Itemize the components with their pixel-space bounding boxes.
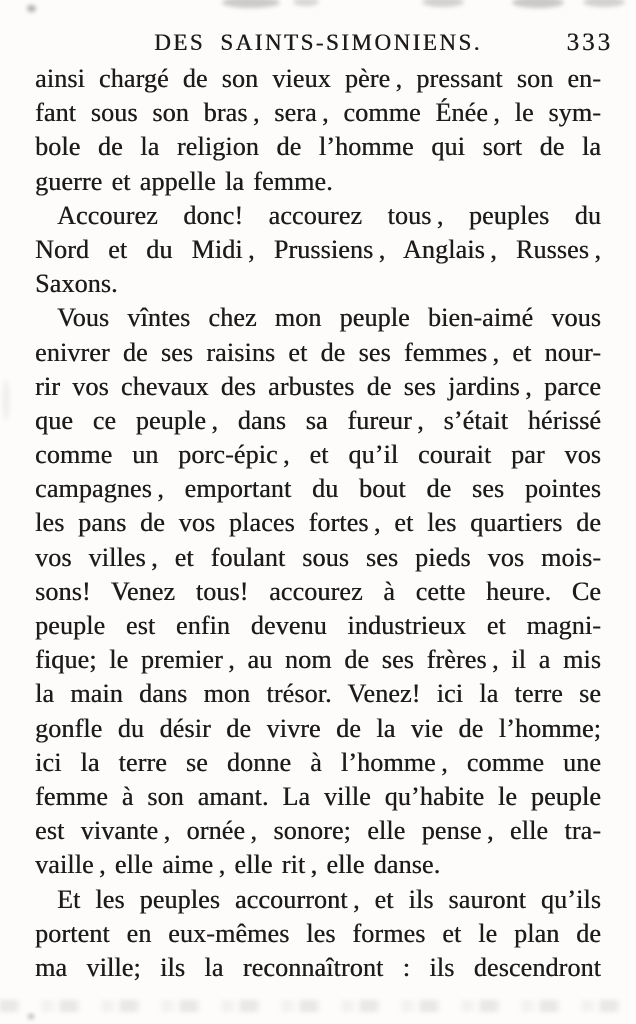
text-line: peuple est enfin devenu industrieux et magni-: [35, 611, 601, 640]
text-line: gonfle du désir de vivre de la vie de l’homme;: [35, 713, 601, 743]
text-line: guerre et appelle la femme.: [35, 166, 333, 196]
text-body: [35, 62, 601, 985]
text-line: portent en eux-mêmes les formes et le plan de: [35, 918, 601, 948]
scan-smudge: [583, 0, 625, 7]
text-line: fique; le premier , au nom de ses frères , il a mis: [35, 645, 601, 675]
text-line: les pans de vos places fortes , et les quartiers de: [35, 508, 601, 538]
scan-smudge: [422, 0, 464, 7]
text-line: comme un porc-épic , et qu’il courait par vos: [35, 440, 601, 470]
text-line: rir vos chevaux des arbustes de ses jardins , parce: [35, 371, 601, 401]
running-head: [35, 29, 613, 58]
page-title: DES SAINTS-SIMONIENS.: [154, 30, 482, 55]
text-line: que ce peuple , dans sa fureur , s’était hérissé: [35, 405, 601, 435]
text-line: femme à son amant. La ville qu’habite le peuple: [35, 781, 601, 811]
page-number: 333: [566, 29, 613, 56]
text-line: vos villes , et foulant sous ses pieds vos mois-: [35, 542, 601, 572]
text-line: ma ville; ils la reconnaîtront : ils descendront: [35, 952, 601, 982]
text-line: Saxons.: [35, 269, 118, 299]
scan-smudge: [293, 0, 319, 6]
text-line: sons! Venez tous! accourez à cette heure. Ce: [35, 576, 601, 606]
scan-smudge: [512, 0, 564, 8]
text-line: Et les peuples accourront , et ils sauront qu’ils: [57, 884, 601, 914]
text-line: Nord et du Midi , Prussiens , Anglais , Russes ,: [35, 234, 601, 264]
text-line: vaille , elle aime , elle rit , elle danse.: [35, 850, 441, 880]
text-line: la main dans mon trésor. Venez! ici la terre se: [35, 679, 601, 709]
scan-smudge: [2, 380, 10, 420]
scan-smudge: [222, 0, 280, 8]
text-line: fant sous son bras , sera , comme Énée , le sym-: [35, 98, 601, 128]
text-line: est vivante , ornée , sonore; elle pense , elle tra-: [35, 816, 601, 846]
scan-smudge: [28, 1014, 34, 1019]
scan-smudge: [27, 5, 36, 12]
text-line: Accourez donc! accourez tous , peuples du: [57, 200, 601, 230]
text-line: Vous vîntes chez mon peuple bien-aimé vous: [57, 303, 601, 333]
scan-noise-band: [0, 1000, 636, 1012]
text-line: bole de la religion de l’homme qui sort de la: [35, 132, 601, 162]
text-line: campagnes , emportant du bout de ses pointes: [35, 474, 601, 504]
text-line: ici la terre se donne à l’homme , comme une: [35, 747, 601, 777]
text-line: enivrer de ses raisins et de ses femmes , et nour-: [35, 337, 601, 367]
text-line: ainsi chargé de son vieux père , pressant son en-: [35, 64, 601, 93]
